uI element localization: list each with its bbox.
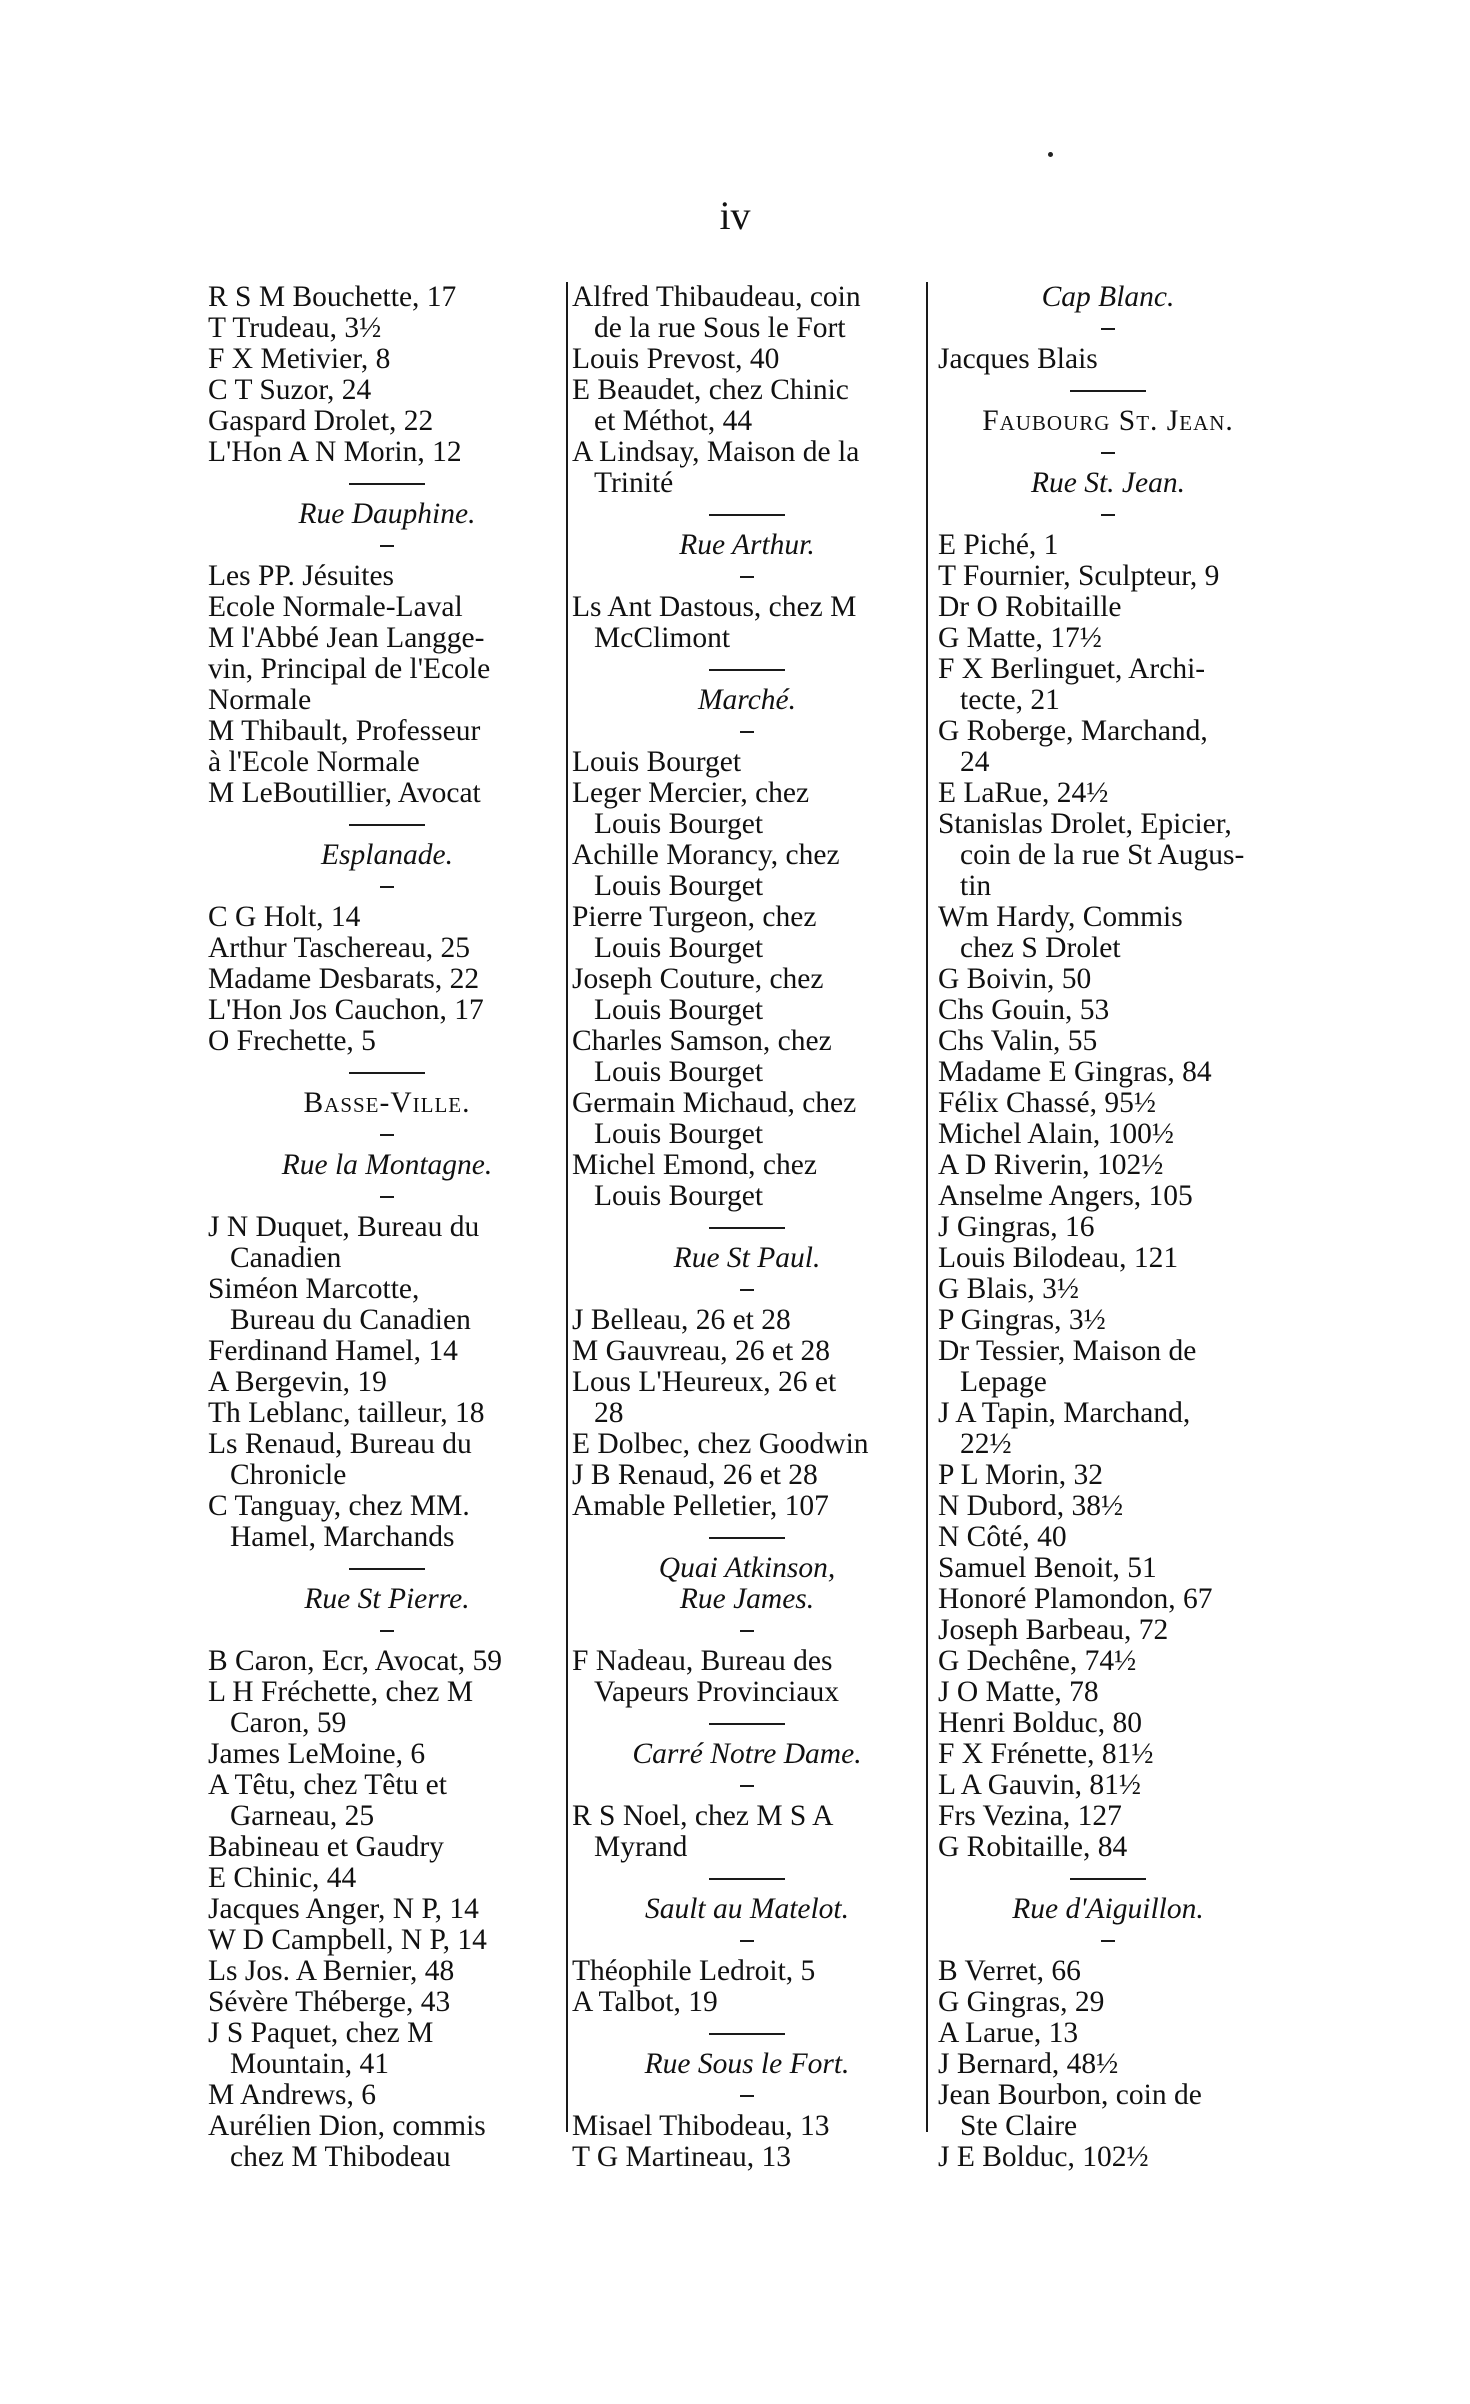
short-dash — [572, 561, 922, 592]
street-heading: Quai Atkinson, — [658, 1552, 836, 1584]
directory-entry: L A Gauvin, 81½ — [938, 1769, 1141, 1801]
directory-entry-continuation: Bureau du Canadien — [230, 1304, 471, 1336]
street-heading: Sault au Matelot. — [644, 1893, 850, 1925]
directory-entry: Wm Hardy, Commis — [938, 901, 1183, 933]
directory-entry-continuation: 24 — [960, 746, 990, 778]
short-dash — [572, 1770, 922, 1801]
directory-entry-continuation: chez M Thibodeau — [230, 2141, 451, 2173]
directory-entry: R S Noel, chez M S A — [572, 1800, 834, 1832]
directory-entry: A D Riverin, 102½ — [938, 1149, 1164, 1181]
street-heading: Rue Arthur. — [679, 529, 815, 561]
section-rule — [572, 1212, 922, 1243]
directory-entry: Ferdinand Hamel, 14 — [208, 1335, 458, 1367]
directory-entry: G Boivin, 50 — [938, 963, 1092, 995]
directory-entry-continuation: Caron, 59 — [230, 1707, 347, 1739]
short-dash — [938, 1925, 1278, 1956]
directory-entry: M Thibault, Professeur — [208, 715, 481, 747]
directory-entry: A Têtu, chez Têtu et — [208, 1769, 447, 1801]
directory-entry: Louis Prevost, 40 — [572, 343, 780, 375]
street-heading: Esplanade. — [321, 839, 453, 871]
directory-entry-continuation: Chronicle — [230, 1459, 347, 1491]
directory-entry: Misael Thibodeau, 13 — [572, 2110, 830, 2142]
directory-entry: J S Paquet, chez M — [208, 2017, 434, 2049]
directory-entry: Anselme Angers, 105 — [938, 1180, 1193, 1212]
street-heading: Rue St. Jean. — [1031, 467, 1185, 499]
directory-entry: Honoré Plamondon, 67 — [938, 1583, 1213, 1615]
street-heading: Rue Sous le Fort. — [644, 2048, 850, 2080]
directory-entry: J A Tapin, Marchand, — [938, 1397, 1191, 1429]
section-rule — [208, 468, 566, 499]
directory-entry: Sévère Théberge, 43 — [208, 1986, 451, 2018]
directory-entry-continuation: Louis Bourget — [594, 1118, 764, 1150]
short-dash — [208, 1119, 566, 1150]
directory-entry: Alfred Thibaudeau, coin — [572, 281, 861, 313]
directory-entry: Michel Emond, chez — [572, 1149, 817, 1181]
directory-entry: G Dechêne, 74½ — [938, 1645, 1137, 1677]
directory-entry-continuation: Louis Bourget — [594, 1180, 764, 1212]
section-rule — [572, 1522, 922, 1553]
directory-entry: T G Martineau, 13 — [572, 2141, 792, 2173]
directory-entry: E Piché, 1 — [938, 529, 1059, 561]
column-1 — [208, 282, 566, 2174]
page-number: iv — [719, 193, 751, 238]
directory-entry: J Gingras, 16 — [938, 1211, 1095, 1243]
directory-entry: James LeMoine, 6 — [208, 1738, 426, 1770]
directory-entry-continuation: Vapeurs Provinciaux — [594, 1676, 839, 1708]
directory-entry: Frs Vezina, 127 — [938, 1800, 1122, 1832]
directory-entry: J Belleau, 26 et 28 — [572, 1304, 791, 1336]
directory-entry: Théophile Ledroit, 5 — [572, 1955, 816, 1987]
directory-entry-continuation: Louis Bourget — [594, 932, 764, 964]
directory-entry: Amable Pelletier, 107 — [572, 1490, 829, 1522]
directory-entry-continuation: McClimont — [594, 622, 731, 654]
directory-entry: A Larue, 13 — [938, 2017, 1079, 2049]
directory-entry: G Robitaille, 84 — [938, 1831, 1128, 1863]
directory-entry: Ecole Normale-Laval — [208, 591, 463, 623]
directory-entry: J Bernard, 48½ — [938, 2048, 1119, 2080]
column-divider — [926, 282, 928, 2132]
directory-entry-continuation: Mountain, 41 — [230, 2048, 389, 2080]
directory-entry: T Fournier, Sculpteur, 9 — [938, 560, 1220, 592]
directory-entry-continuation: Louis Bourget — [594, 870, 764, 902]
directory-entry: Dr Tessier, Maison de — [938, 1335, 1197, 1367]
directory-entry: Chs Gouin, 53 — [938, 994, 1110, 1026]
directory-entry: J B Renaud, 26 et 28 — [572, 1459, 818, 1491]
directory-entry: G Gingras, 29 — [938, 1986, 1105, 2018]
short-dash — [208, 871, 566, 902]
directory-entry: A Bergevin, 19 — [208, 1366, 387, 1398]
directory-entry: M LeBoutillier, Avocat — [208, 777, 481, 809]
directory-entry-continuation: Hamel, Marchands — [230, 1521, 455, 1553]
column-2 — [572, 282, 922, 2174]
directory-entry: Michel Alain, 100½ — [938, 1118, 1174, 1150]
directory-entry-continuation: 28 — [594, 1397, 624, 1429]
directory-entry: G Blais, 3½ — [938, 1273, 1079, 1305]
directory-entry-continuation: Louis Bourget — [594, 994, 764, 1026]
directory-entry: C T Suzor, 24 — [208, 374, 372, 406]
directory-entry: Samuel Benoit, 51 — [938, 1552, 1157, 1584]
directory-entry: G Roberge, Marchand, — [938, 715, 1208, 747]
directory-entry: Madame Desbarats, 22 — [208, 963, 480, 995]
directory-entry: Arthur Taschereau, 25 — [208, 932, 470, 964]
directory-entry: L'Hon Jos Cauchon, 17 — [208, 994, 484, 1026]
directory-entry: Achille Morancy, chez — [572, 839, 840, 871]
directory-entry: F X Frénette, 81½ — [938, 1738, 1154, 1770]
directory-entry: Ls Ant Dastous, chez M — [572, 591, 857, 623]
short-dash — [208, 1181, 566, 1212]
directory-entry: Pierre Turgeon, chez — [572, 901, 817, 933]
directory-entry: F Nadeau, Bureau des — [572, 1645, 833, 1677]
directory-entry: Ls Renaud, Bureau du — [208, 1428, 472, 1460]
directory-entry: Joseph Couture, chez — [572, 963, 824, 995]
directory-entry: Germain Michaud, chez — [572, 1087, 857, 1119]
directory-entry: N Dubord, 38½ — [938, 1490, 1124, 1522]
short-dash — [572, 1615, 922, 1646]
street-heading: Marché. — [697, 684, 797, 716]
directory-entry: Joseph Barbeau, 72 — [938, 1614, 1169, 1646]
directory-entry-continuation: et Méthot, 44 — [594, 405, 753, 437]
directory-entry: B Verret, 66 — [938, 1955, 1081, 1987]
street-heading: Cap Blanc. — [1041, 281, 1175, 313]
directory-entry-continuation: Louis Bourget — [594, 808, 764, 840]
directory-entry: B Caron, Ecr, Avocat, 59 — [208, 1645, 503, 1677]
short-dash — [572, 1925, 922, 1956]
section-rule — [938, 375, 1278, 406]
short-dash — [572, 1274, 922, 1305]
directory-entry: Babineau et Gaudry — [208, 1831, 444, 1863]
directory-entry: G Matte, 17½ — [938, 622, 1102, 654]
directory-entry: Chs Valin, 55 — [938, 1025, 1098, 1057]
directory-entry: à l'Ecole Normale — [208, 746, 420, 778]
directory-entry: J N Duquet, Bureau du — [208, 1211, 480, 1243]
street-heading: Rue la Montagne. — [281, 1149, 493, 1181]
directory-entry: J E Bolduc, 102½ — [938, 2141, 1149, 2173]
directory-entry: E Dolbec, chez Goodwin — [572, 1428, 869, 1460]
directory-entry-continuation: Ste Claire — [960, 2110, 1078, 2142]
directory-entry: Aurélien Dion, commis — [208, 2110, 486, 2142]
directory-entry: T Trudeau, 3½ — [208, 312, 382, 344]
short-dash — [208, 1615, 566, 1646]
directory-entry: A Lindsay, Maison de la — [572, 436, 860, 468]
directory-entry: Normale — [208, 684, 312, 716]
directory-entry-continuation: de la rue Sous le Fort — [594, 312, 846, 344]
directory-entry: M Andrews, 6 — [208, 2079, 376, 2111]
directory-entry: Les PP. Jésuites — [208, 560, 395, 592]
street-heading: Carré Notre Dame. — [632, 1738, 862, 1770]
directory-entry: O Frechette, 5 — [208, 1025, 376, 1057]
street-heading: Rue James. — [679, 1583, 815, 1615]
directory-entry: Henri Bolduc, 80 — [938, 1707, 1143, 1739]
directory-entry-continuation: chez S Drolet — [960, 932, 1121, 964]
directory-entry-continuation: Garneau, 25 — [230, 1800, 375, 1832]
directory-entry-continuation: Canadien — [230, 1242, 342, 1274]
section-rule — [572, 1863, 922, 1894]
directory-entry: A Talbot, 19 — [572, 1986, 718, 2018]
directory-entry: C Tanguay, chez MM. — [208, 1490, 470, 1522]
directory-entry: E Beaudet, chez Chinic — [572, 374, 849, 406]
directory-entry: Siméon Marcotte, — [208, 1273, 420, 1305]
section-rule — [572, 1708, 922, 1739]
directory-entry: W D Campbell, N P, 14 — [208, 1924, 487, 1956]
directory-entry: M Gauvreau, 26 et 28 — [572, 1335, 831, 1367]
directory-entry: F X Metivier, 8 — [208, 343, 391, 375]
section-rule — [572, 2018, 922, 2049]
short-dash — [572, 716, 922, 747]
directory-entry-continuation: coin de la rue St Augus- — [960, 839, 1245, 871]
column-3 — [938, 282, 1278, 2174]
directory-entry: Jacques Blais — [938, 343, 1098, 375]
short-dash — [938, 499, 1278, 530]
directory-entry: Lous L'Heureux, 26 et — [572, 1366, 837, 1398]
directory-entry-continuation: Myrand — [594, 1831, 688, 1863]
short-dash — [938, 437, 1278, 468]
directory-entry: Louis Bourget — [572, 746, 742, 778]
directory-entry: R S M Bouchette, 17 — [208, 281, 457, 313]
section-rule — [572, 499, 922, 530]
section-rule — [208, 809, 566, 840]
directory-entry: Leger Mercier, chez — [572, 777, 810, 809]
directory-entry: Louis Bilodeau, 121 — [938, 1242, 1179, 1274]
section-rule — [208, 1057, 566, 1088]
directory-entry: Charles Samson, chez — [572, 1025, 832, 1057]
directory-entry: L H Fréchette, chez M — [208, 1676, 474, 1708]
directory-entry: J O Matte, 78 — [938, 1676, 1099, 1708]
directory-entry-continuation: Louis Bourget — [594, 1056, 764, 1088]
short-dash — [938, 313, 1278, 344]
directory-entry: Dr O Robitaille — [938, 591, 1122, 623]
street-heading: Rue St Pierre. — [304, 1583, 470, 1615]
directory-entry: Stanislas Drolet, Epicier, — [938, 808, 1232, 840]
directory-entry: Gaspard Drolet, 22 — [208, 405, 434, 437]
directory-entry: E LaRue, 24½ — [938, 777, 1109, 809]
directory-entry-continuation: Trinité — [594, 467, 674, 499]
short-dash — [572, 2080, 922, 2111]
section-rule — [208, 1553, 566, 1584]
district-heading: Basse-Ville. — [303, 1087, 471, 1119]
directory-entry: C G Holt, 14 — [208, 901, 361, 933]
section-rule — [572, 654, 922, 685]
directory-entry: Jean Bourbon, coin de — [938, 2079, 1202, 2111]
directory-entry: F X Berlinguet, Archi- — [938, 653, 1206, 685]
column-divider — [566, 282, 568, 2132]
directory-entry: Ls Jos. A Bernier, 48 — [208, 1955, 455, 1987]
directory-entry: Jacques Anger, N P, 14 — [208, 1893, 479, 1925]
directory-entry: P Gingras, 3½ — [938, 1304, 1106, 1336]
section-rule — [938, 1863, 1278, 1894]
directory-entry: P L Morin, 32 — [938, 1459, 1103, 1491]
district-heading: Faubourg St. Jean. — [982, 405, 1234, 437]
street-heading: Rue d'Aiguillon. — [1012, 1893, 1204, 1925]
directory-entry: M l'Abbé Jean Langge- — [208, 622, 485, 654]
speck-mark — [1048, 152, 1053, 157]
directory-entry: L'Hon A N Morin, 12 — [208, 436, 462, 468]
directory-entry: Th Leblanc, tailleur, 18 — [208, 1397, 485, 1429]
directory-entry: Madame E Gingras, 84 — [938, 1056, 1212, 1088]
directory-entry-continuation: 22½ — [960, 1428, 1012, 1460]
directory-entry-continuation: Lepage — [960, 1366, 1047, 1398]
directory-entry: N Côté, 40 — [938, 1521, 1067, 1553]
directory-entry: Félix Chassé, 95½ — [938, 1087, 1156, 1119]
short-dash — [208, 530, 566, 561]
directory-entry: vin, Principal de l'Ecole — [208, 653, 491, 685]
directory-entry-continuation: tecte, 21 — [960, 684, 1060, 716]
street-heading: Rue St Paul. — [673, 1242, 821, 1274]
directory-entry-continuation: tin — [960, 870, 992, 902]
directory-entry: E Chinic, 44 — [208, 1862, 357, 1894]
street-heading: Rue Dauphine. — [298, 498, 476, 530]
